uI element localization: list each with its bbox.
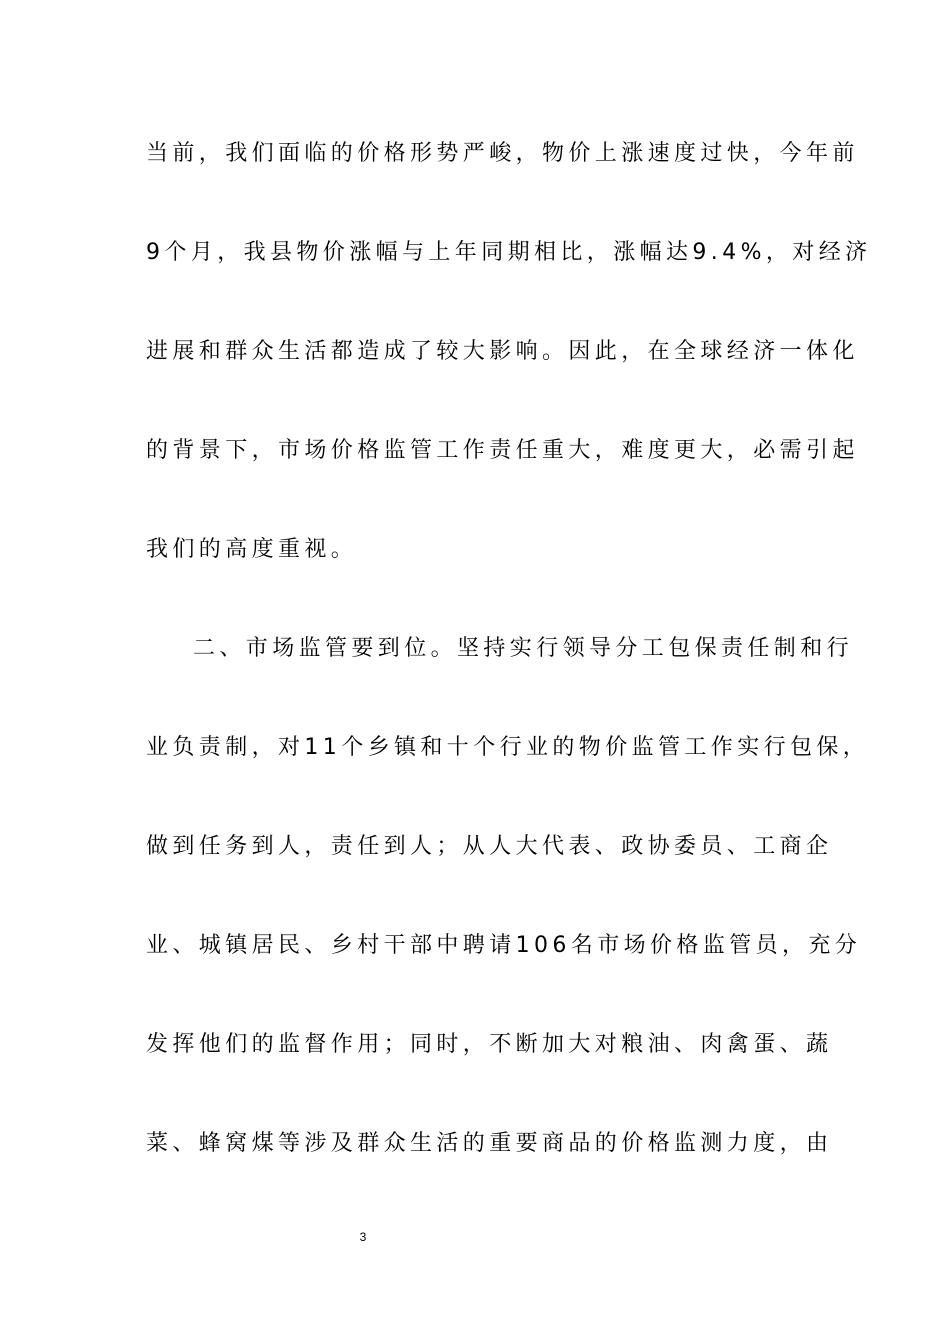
paragraph-2-line-2: 业负责制，对11个乡镇和十个行业的物价监管工作实行包保， — [146, 735, 870, 760]
page-number: 3 — [359, 1230, 367, 1244]
paragraph-2-line-4: 业、城镇居民、乡村干部中聘请106名市场价格监管员，充分 — [146, 933, 862, 958]
paragraph-2-line-5: 发挥他们的监督作用；同时，不断加大对粮油、肉禽蛋、蔬 — [146, 1032, 833, 1057]
paragraph-1-line-1: 当前，我们面临的价格形势严峻，物价上涨速度过快，今年前 — [146, 141, 859, 166]
paragraph-1-line-3: 进展和群众生活都造成了较大影响。因此，在全球经济一体化 — [146, 339, 859, 364]
paragraph-1-line-5: 我们的高度重视。 — [146, 537, 358, 562]
paragraph-1-line-2: 9个月，我县物价涨幅与上年同期相比，涨幅达9.4%，对经济 — [146, 240, 872, 265]
paragraph-2-line-6: 菜、蜂窝煤等涉及群众生活的重要商品的价格监测力度，由 — [146, 1131, 833, 1156]
paragraph-1-line-4: 的背景下，市场价格监管工作责任重大，难度更大，必需引起 — [146, 438, 859, 463]
paragraph-2-line-3: 做到任务到人，责任到人；从人大代表、政协委员、工商企 — [146, 834, 833, 859]
paragraph-2-line-1: 二、市场监管要到位。坚持实行领导分工包保责任制和行 — [193, 636, 854, 661]
